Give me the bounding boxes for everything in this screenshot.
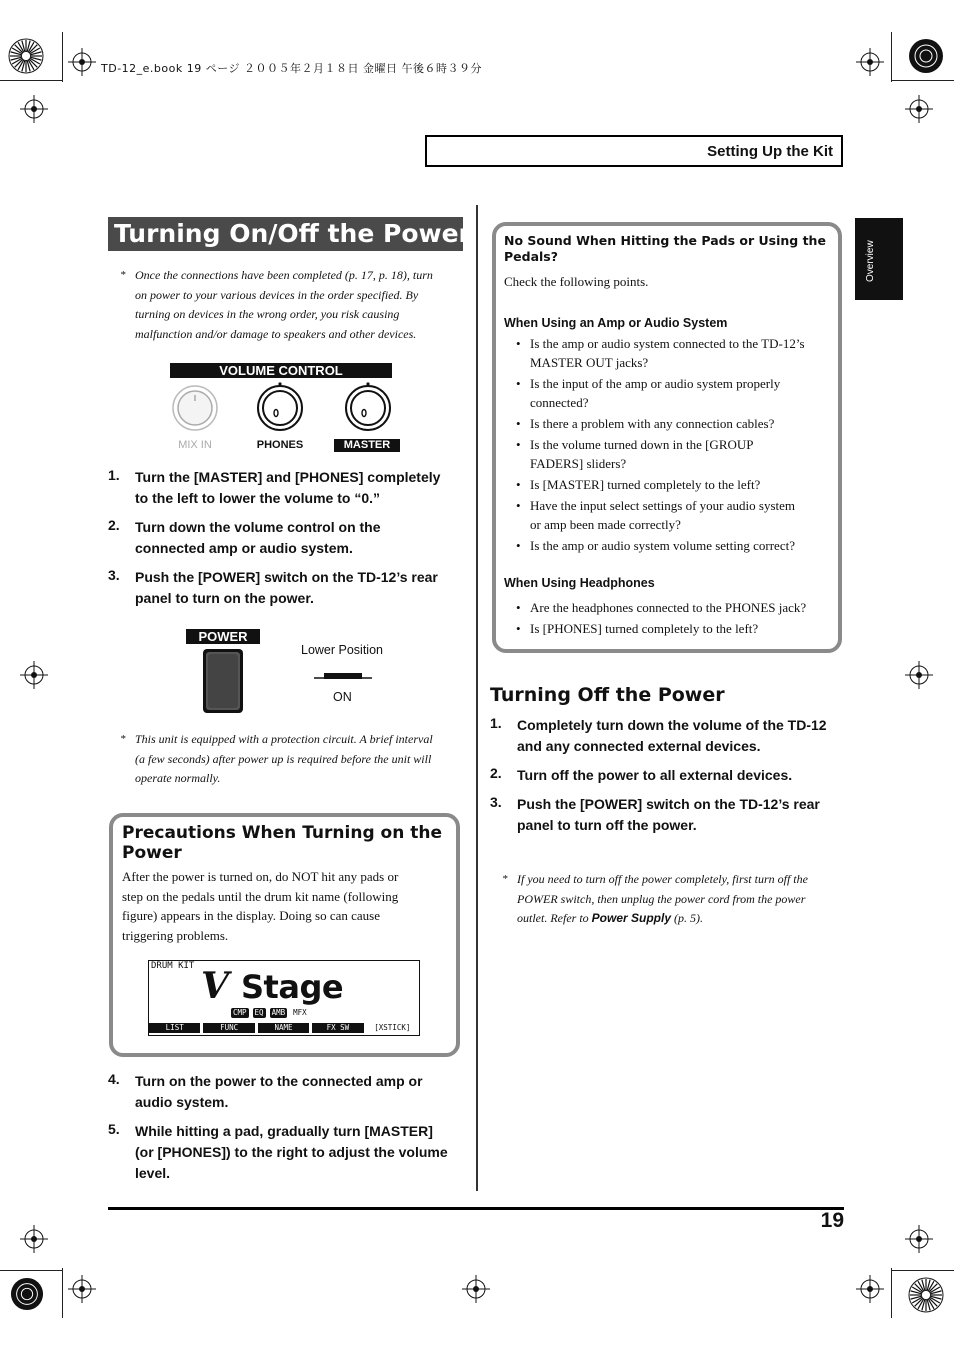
running-header	[425, 135, 843, 167]
no-sound-title-line: Pedals?	[504, 249, 558, 264]
step-text-line: panel to turn off the power.	[517, 817, 697, 833]
lcd-header: DRUM KIT	[151, 961, 195, 971]
step-text-line: to the left to lower the volume to “0.”	[135, 490, 381, 506]
headphones-group-heading: When Using Headphones	[504, 576, 655, 590]
power-switch-icon	[202, 648, 244, 714]
checklist-item: • Is [MASTER] turned completely to the left?	[504, 475, 834, 494]
master-knob-icon	[344, 382, 392, 432]
volume-control-label: VOLUME CONTROL	[170, 363, 392, 378]
crosshair-target-icon	[905, 95, 933, 123]
step-text-line: and any connected external devices.	[517, 738, 761, 754]
headphones-checklist	[504, 598, 834, 640]
crosshair-target-icon	[20, 1225, 48, 1253]
crosshair-target-icon	[462, 1275, 490, 1303]
power-label: POWER	[186, 629, 260, 644]
volume-control-figure	[168, 362, 394, 456]
checklist-item: • Is the amp or audio system connected to the TD-12’s MASTER OUT jacks?	[504, 334, 834, 372]
protection-note-line: operate normally.	[135, 771, 221, 785]
protection-note: * This unit is equipped with a protection circuit. A brief interval (a few seconds) after power up is required before the unit will operate normally.	[120, 730, 470, 789]
step-item	[108, 1121, 468, 1187]
protection-note-line: (a few seconds) after power up is required before the unit will	[135, 751, 432, 766]
step-number: 1.	[490, 715, 502, 731]
intro-note-line: turning on devices in the wrong order, you risk causing	[135, 307, 400, 321]
registration-rosette-icon	[10, 1277, 44, 1311]
step-item	[490, 765, 850, 794]
step-text-line: level.	[135, 1165, 171, 1181]
step-text-line: Push the [POWER] switch on the TD-12’s rear	[135, 569, 438, 585]
lcd-tab-xstick: [XSTICK]	[374, 1023, 411, 1032]
turning-off-steps	[490, 715, 850, 844]
step-text-line: Push the [POWER] switch on the TD-12’s rear	[517, 796, 820, 812]
crosshair-target-icon	[20, 95, 48, 123]
step-text-line: panel to turn on the power.	[135, 590, 314, 606]
step-text-line: Turn on the power to the connected amp or	[135, 1073, 423, 1089]
lcd-tab-name: NAME	[258, 1023, 309, 1033]
phones-label: PHONES	[256, 439, 304, 451]
lcd-kit-name-v: V	[201, 965, 229, 1007]
crosshair-target-icon	[856, 1275, 884, 1303]
step-text-line: Completely turn down the volume of the TD-12	[517, 717, 827, 733]
checklist-item: • Is the volume turned down in the [GROUP FADERS] sliders?	[504, 435, 834, 473]
step-number: 3.	[490, 794, 502, 810]
precautions-panel	[109, 813, 460, 1057]
column-divider	[476, 205, 478, 1191]
crosshair-target-icon	[905, 661, 933, 689]
master-label: MASTER	[334, 439, 400, 452]
power-off-note-prefix: outlet. Refer to	[517, 911, 592, 925]
registration-rosette-icon	[8, 38, 44, 74]
precautions-title	[122, 823, 442, 863]
precautions-title-line: Power	[122, 843, 182, 863]
book-info: TD-12_e.book 19 ページ ２００５年２月１８日 金曜日 午後６時３９分	[101, 62, 482, 75]
step-number: 5.	[108, 1121, 120, 1137]
checklist-item: • Is the input of the amp or audio system properly connected?	[504, 374, 834, 412]
power-off-note-suffix: (p. 5).	[671, 911, 704, 925]
step-text-line: audio system.	[135, 1094, 229, 1110]
step-text-line: Turn off the power to all external devices.	[517, 767, 793, 783]
precautions-body	[122, 867, 452, 945]
registration-rosette-icon	[908, 1277, 944, 1313]
crosshair-target-icon	[68, 1275, 96, 1303]
step-number: 1.	[108, 467, 120, 483]
amp-checklist	[504, 334, 834, 557]
checklist-item: • Is there a problem with any connection cables?	[504, 414, 834, 433]
step-item	[108, 467, 468, 517]
checklist-item: • Is [PHONES] turned completely to the left?	[504, 619, 834, 638]
step-number: 2.	[490, 765, 502, 781]
precautions-title-line: Precautions When Turning on the	[122, 823, 442, 843]
lcd-kit-name: Stage	[241, 968, 344, 1006]
intro-note: * Once the connections have been completed (p. 17, p. 18), turn on power to your various devices in the order specified. By turning on devices in the wrong order, you risk causing malfunction and/or damage to speakers and other devices.	[120, 266, 470, 344]
no-sound-intro: Check the following points.	[504, 274, 649, 289]
checklist-item: • Have the input select settings of your audio system or amp been made correctly?	[504, 496, 834, 534]
running-header-title: Setting Up the Kit	[707, 143, 833, 160]
step-item	[490, 794, 850, 844]
lcd-indicator-mfx: MFX	[293, 1008, 307, 1017]
registration-rosette-icon	[908, 38, 944, 74]
intro-note-line: Once the connections have been completed (p. 17, p. 18), turn	[135, 268, 433, 282]
precautions-body-line: After the power is turned on, do NOT hit any pads or	[122, 869, 399, 884]
step-item	[108, 517, 468, 567]
side-tab-label: Overview	[865, 240, 876, 282]
side-tab	[855, 218, 903, 300]
turning-off-title: Turning Off the Power	[490, 684, 725, 706]
no-sound-panel	[492, 222, 842, 653]
phones-knob-icon	[256, 382, 304, 432]
step-list-b	[108, 1071, 468, 1187]
lcd-tab-func: FUNC	[203, 1023, 254, 1033]
crosshair-target-icon	[20, 661, 48, 689]
step-list-a	[108, 467, 468, 617]
step-text-line: (or [PHONES]) to the right to adjust the volume	[135, 1144, 448, 1160]
lcd-tab-list: LIST	[149, 1023, 200, 1033]
crosshair-target-icon	[905, 1225, 933, 1253]
step-text-line: Turn down the volume control on the	[135, 519, 381, 535]
lcd-display	[148, 960, 420, 1036]
step-number: 3.	[108, 567, 120, 583]
intro-note-line: malfunction and/or damage to speakers and other devices.	[135, 326, 417, 341]
precautions-body-line: triggering problems.	[122, 927, 229, 943]
intro-note-line: on power to your various devices in the order specified. By	[135, 287, 419, 302]
power-off-note-line	[517, 909, 847, 929]
lcd-tab-fx-sw: FX SW	[312, 1023, 363, 1033]
precautions-body-line: figure) appears in the display. Doing so can cause	[122, 908, 380, 923]
lcd-indicator-cmp: CMP	[233, 1008, 247, 1017]
step-number: 2.	[108, 517, 120, 533]
protection-note-line: This unit is equipped with a protection circuit. A brief interval	[135, 732, 433, 746]
lcd-indicators	[231, 1008, 309, 1018]
step-item	[108, 1071, 468, 1121]
power-off-note: * If you need to turn off the power completely, first turn off the POWER switch, then unplug the power cord from the power outlet. Refer to Power Supply (p. 5).	[502, 870, 847, 929]
section-title-bar	[108, 217, 471, 251]
crosshair-target-icon	[856, 48, 884, 76]
checklist-item: • Is the amp or audio system volume setting correct?	[504, 536, 834, 555]
mix-in-label: MIX IN	[178, 439, 212, 451]
switch-position-icon	[314, 670, 374, 682]
power-switch-figure	[184, 626, 394, 718]
step-item	[490, 715, 850, 765]
step-item	[108, 567, 468, 617]
step-text-line: connected amp or audio system.	[135, 540, 353, 556]
checklist-item: • Are the headphones connected to the PHONES jack?	[504, 598, 834, 617]
on-label: ON	[333, 690, 352, 704]
step-text-line: Turn the [MASTER] and [PHONES] completely	[135, 469, 441, 485]
precautions-body-line: step on the pedals until the drum kit name (following	[122, 888, 399, 904]
mix-in-knob-icon	[171, 382, 219, 432]
no-sound-title-line: No Sound When Hitting the Pads or Using the	[504, 233, 826, 248]
power-supply-reference: Power Supply	[591, 911, 672, 925]
lcd-indicator-amb: AMB	[271, 1008, 286, 1017]
lcd-indicator-eq: EQ	[254, 1008, 264, 1017]
section-title: Turning On/Off the Power	[114, 219, 471, 248]
crosshair-target-icon	[68, 48, 96, 76]
power-off-note-line: POWER switch, then unplug the power cord from the power	[517, 891, 806, 906]
step-number: 4.	[108, 1071, 120, 1087]
lcd-tab-bar	[149, 1023, 418, 1033]
amp-group-heading: When Using an Amp or Audio System	[504, 316, 728, 330]
step-text-line: While hitting a pad, gradually turn [MASTER]	[135, 1123, 433, 1139]
page-number: 19	[820, 1209, 844, 1232]
footer-rule	[108, 1207, 844, 1210]
no-sound-title	[504, 233, 826, 265]
lower-position-label: Lower Position	[301, 643, 383, 657]
power-off-note-line: If you need to turn off the power completely, first turn off the	[517, 872, 808, 886]
